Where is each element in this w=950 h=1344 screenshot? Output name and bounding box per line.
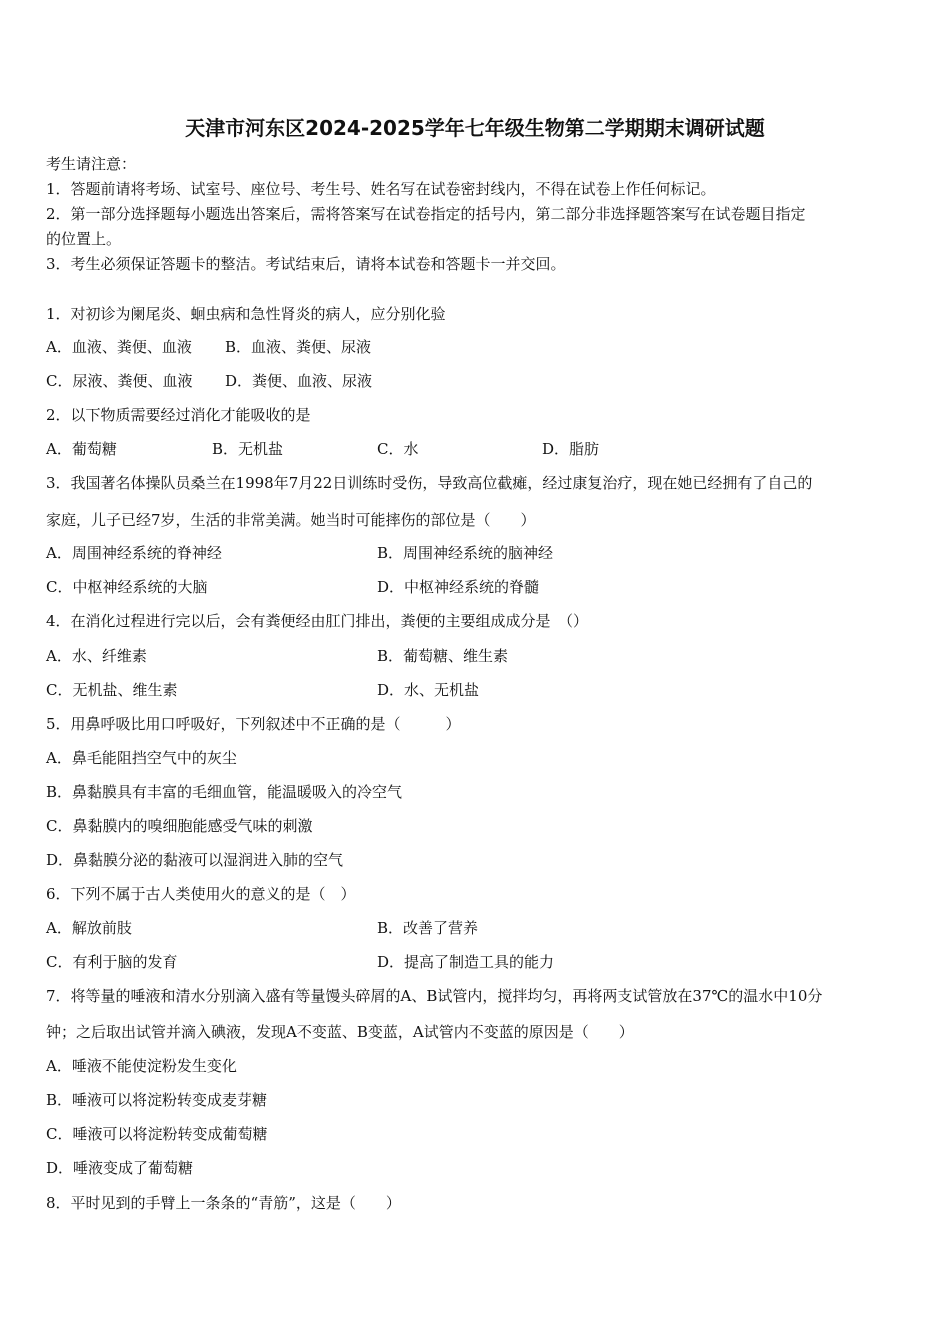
answer-option: A．血液、粪便、血液 [46,338,192,356]
question-stem-cont: 钟；之后取出试管并滴入碘液，发现A不变蓝、B变蓝，A试管内不变蓝的原因是（ ） [46,1023,634,1041]
notice-item: 2．第一部分选择题每小题选出答案后，需将答案写在试卷指定的括号内，第二部分非选择题答案写在试卷题目指定 [46,205,806,223]
question-stem: 7．将等量的唾液和清水分别滴入盛有等量馒头碎屑的A、B试管内，搅拌均匀，再将两支试管放在37℃的温水中10分 [46,987,823,1005]
notice-heading: 考生请注意： [46,155,137,173]
answer-option: B．周围神经系统的脑神经 [377,544,554,562]
answer-option: B．改善了营养 [377,919,479,937]
question-stem: 3．我国著名体操队员桑兰在1998年7月22日训练时受伤，导致高位截瘫，经过康复治疗，现在她已经拥有了自己的 [46,474,813,492]
answer-option: D．提高了制造工具的能力 [377,953,555,971]
answer-option: B．无机盐 [212,440,284,458]
question-stem: 1．对初诊为阑尾炎、蛔虫病和急性肾炎的病人，应分别化验 [46,305,446,323]
answer-option: C．有利于脑的发育 [46,953,178,971]
answer-option: B．血液、粪便、尿液 [225,338,372,356]
answer-option: B．鼻黏膜具有丰富的毛细血管，能温暖吸入的冷空气 [46,783,403,801]
question-stem: 8．平时见到的手臂上一条条的“青筋”，这是（ ） [46,1194,401,1212]
answer-option: A．周围神经系统的脊神经 [46,544,222,562]
notice-item: 的位置上。 [46,230,122,248]
question-stem: 5．用鼻呼吸比用口呼吸好，下列叙述中不正确的是（ ） [46,715,461,733]
question-stem: 2．以下物质需要经过消化才能吸收的是 [46,406,311,424]
answer-option: B．唾液可以将淀粉转变成麦芽糖 [46,1091,268,1109]
question-stem-cont: 家庭，儿子已经7岁，生活的非常美满。她当时可能摔伤的部位是（ ） [46,511,536,529]
question-stem: 4．在消化过程进行完以后，会有粪便经由肛门排出，粪便的主要组成成分是 （） [46,612,589,630]
answer-option: A．鼻毛能阻挡空气中的灰尘 [46,749,237,767]
answer-option: C．无机盐、维生素 [46,681,178,699]
answer-option: B．葡萄糖、维生素 [377,647,509,665]
answer-option: D．水、无机盐 [377,681,480,699]
answer-option: C．尿液、粪便、血液 [46,372,193,390]
question-stem: 6．下列不属于古人类使用火的意义的是（ ） [46,885,356,903]
answer-option: C．鼻黏膜内的嗅细胞能感受气味的刺激 [46,817,313,835]
answer-option: C．水 [377,440,419,458]
answer-option: C．中枢神经系统的大脑 [46,578,208,596]
notice-item: 3．考生必须保证答题卡的整洁。考试结束后，请将本试卷和答题卡一并交回。 [46,255,566,273]
notice-item: 1．答题前请将考场、试室号、座位号、考生号、姓名写在试卷密封线内，不得在试卷上作任何标记。 [46,180,716,198]
answer-option: D．唾液变成了葡萄糖 [46,1159,194,1177]
answer-option: A．葡萄糖 [46,440,117,458]
answer-option: D．中枢神经系统的脊髓 [377,578,540,596]
answer-option: D．鼻黏膜分泌的黏液可以湿润进入肺的空气 [46,851,344,869]
answer-option: D．粪便、血液、尿液 [225,372,373,390]
answer-option: C．唾液可以将淀粉转变成葡萄糖 [46,1125,268,1143]
page-title: 天津市河东区2024-2025学年七年级生物第二学期期末调研试题 [185,116,765,140]
answer-option: A．唾液不能使淀粉发生变化 [46,1057,237,1075]
answer-option: D．脂肪 [542,440,600,458]
answer-option: A．水、纤维素 [46,647,147,665]
answer-option: A．解放前肢 [46,919,132,937]
